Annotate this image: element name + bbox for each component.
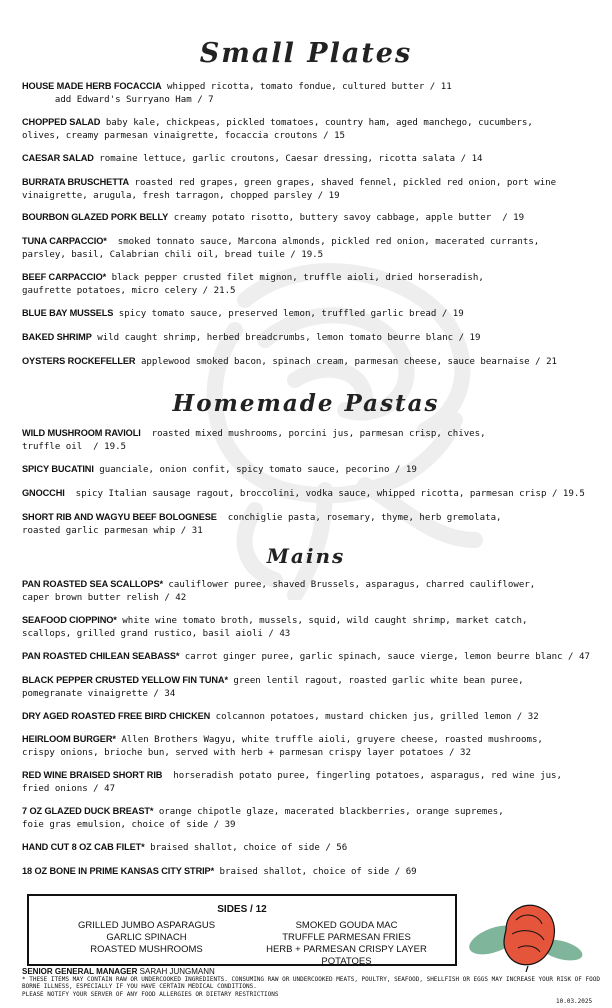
manager-line: [22, 968, 600, 976]
menu-item: [22, 235, 608, 261]
side-item: GARLIC SPINACH: [106, 932, 187, 943]
menu-item: [22, 614, 608, 640]
section-title-small-plates: Small Plates: [199, 38, 413, 69]
disclaimer-line: PLEASE NOTIFY YOUR SERVER OF ANY FOOD ALLERGIES OR DIETARY RESTRICTIONS: [22, 990, 279, 998]
side-item: SMOKED GOUDA MAC: [295, 920, 398, 931]
menu-item: [22, 578, 608, 604]
menu-item: [22, 805, 608, 831]
rose-icon: [466, 900, 586, 972]
menu-item-name: TUNA CARPACCIO*: [22, 236, 107, 246]
section-title-pastas: Homemade Pastas: [172, 390, 440, 417]
menu-item-name: CHOPPED SALAD: [22, 117, 101, 127]
menu-item-description: braised shallot, choice of side / 56: [144, 843, 348, 853]
menu-item: [22, 769, 608, 795]
menu-item-description: cauliflower puree, shaved Brussels, asparagus, charred cauliflower, caper brown butter relish / 42: [22, 580, 536, 603]
side-item: HERB + PARMESAN CRISPY LAYER POTATOES: [266, 944, 427, 967]
menu-item-name: 18 OZ BONE IN PRIME KANSAS CITY STRIP*: [22, 866, 215, 876]
menu-item: [22, 211, 608, 225]
menu-item-description: guanciale, onion confit, spicy tomato sauce, pecorino / 19: [93, 465, 417, 475]
menu-item-description: orange chipotle glaze, macerated blackberries, orange supremes, foie gras emulsion, choice of side / 39: [22, 807, 504, 830]
menu-item-name: BLUE BAY MUSSELS: [22, 308, 114, 318]
menu-item: [22, 427, 608, 453]
menu-item-description: braised shallot, choice of side / 69: [214, 867, 417, 877]
menu-item-name: 7 OZ GLAZED DUCK BREAST*: [22, 806, 154, 816]
menu-item-description: romaine lettuce, garlic croutons, Caesar dressing, ricotta salata / 14: [93, 154, 483, 164]
menu-item-name: DRY AGED ROASTED FREE BIRD CHICKEN: [22, 711, 211, 721]
menu-item: [22, 463, 608, 477]
menu-item: [22, 865, 608, 879]
menu-item-name: PAN ROASTED CHILEAN SEABASS*: [22, 651, 180, 661]
menu-item-description: green lentil ragout, roasted garlic white bean puree, pomegranate vinaigrette / 34: [22, 676, 524, 699]
side-item: GRILLED JUMBO ASPARAGUS: [77, 920, 216, 931]
menu-item-description: spicy Italian sausage ragout, broccolini, vodka sauce, whipped ricotta, parmesan crisp / 19.5: [64, 489, 585, 499]
menu-item: [22, 355, 608, 369]
menu-item: [22, 650, 608, 664]
menu-item-description: wild caught shrimp, herbed breadcrumbs, lemon tomato beurre blanc / 19: [91, 333, 481, 343]
menu-item: [22, 733, 608, 759]
side-item: ROASTED MUSHROOMS: [90, 944, 203, 955]
menu-item: [22, 116, 608, 142]
menu-item-name: BAKED SHRIMP: [22, 332, 92, 342]
sides-list-left: [59, 920, 234, 956]
menu-item: [22, 152, 608, 166]
menu-item: [22, 841, 608, 855]
menu-item-name: OYSTERS ROCKEFELLER: [22, 356, 136, 366]
menu-item: [22, 674, 608, 700]
menu-item-name: SPICY BUCATINI: [22, 464, 94, 474]
menu-item: [22, 307, 608, 321]
menu-item-description: spicy tomato sauce, preserved lemon, truffled garlic bread / 19: [113, 309, 464, 319]
menu-item-name: PAN ROASTED SEA SCALLOPS*: [22, 579, 163, 589]
menu-item-description: colcannon potatoes, mustard chicken jus, grilled lemon / 32: [210, 712, 539, 722]
menu-item-name: WILD MUSHROOM RAVIOLI: [22, 428, 141, 438]
menu-item-description: roasted mixed mushrooms, porcini jus, parmesan crisp, chives, truffle oil / 19.5: [22, 429, 486, 452]
menu-item-description: applewood smoked bacon, spinach cream, parmesan cheese, sauce bearnaise / 21: [135, 357, 558, 367]
menu-item-name: HEIRLOOM BURGER*: [22, 734, 116, 744]
menu-date: 10.03.2025: [556, 998, 593, 1005]
menu-item: [22, 271, 608, 297]
menu-item-name: GNOCCHI: [22, 488, 65, 498]
menu-item-description: baby kale, chickpeas, pickled tomatoes, country ham, aged manchego, cucumbers, olives, creamy parmesan vinaigrette, focaccia croutons / 15: [22, 118, 533, 141]
menu-item-name: SEAFOOD CIOPPINO*: [22, 615, 117, 625]
menu-item-description: roasted red grapes, green grapes, shaved fennel, pickled red onion, port wine vinaigrette, arugula, fresh tarragon, chopped parsley / 19: [22, 178, 557, 201]
menu-item-name: RED WINE BRAISED SHORT RIB: [22, 770, 163, 780]
menu-item-description: smoked tonnato sauce, Marcona almonds, pickled red onion, macerated currants, parsley, basil, Calabrian chili oil, bread tuile / 19.5: [22, 237, 540, 260]
menu-item-description: whipped ricotta, tomato fondue, cultured butter / 11 add Edward's Surryano Ham / 7: [54, 82, 452, 105]
side-item: TRUFFLE PARMESAN FRIES: [282, 932, 411, 943]
menu-item: [22, 487, 608, 501]
sides-title: SIDES / 12: [217, 904, 267, 915]
disclaimer-line: * THESE ITEMS MAY CONTAIN RAW OR UNDERCOOKED INGREDIENTS. CONSUMING RAW OR UNDERCOOKED MEATS, POULTRY, SEAFOOD, SHELLFISH OR EGGS MAY INCREASE YOUR RISK OF FOOD: [22, 975, 600, 983]
menu-item-description: white wine tomato broth, mussels, squid, wild caught shrimp, market catch, scallops, grilled grand rustico, basil aioli / 43: [22, 616, 528, 639]
menu-item-description: Allen Brothers Wagyu, white truffle aioli, gruyere cheese, roasted mushrooms, crispy onions, brioche bun, served with herb + parmesan crispy layer potatoes / 32: [22, 735, 543, 758]
sides-box: [27, 894, 457, 966]
menu-item-name: HAND CUT 8 OZ CAB FILET*: [22, 842, 145, 852]
sides-list-right: [244, 920, 449, 968]
manager-name: SARAH JUNGMANN: [139, 967, 215, 976]
menu-item: [22, 176, 608, 202]
menu-item-description: conchiglie pasta, rosemary, thyme, herb gremolata, roasted garlic parmesan whip / 31: [22, 513, 502, 536]
menu-item-name: BURRATA BRUSCHETTA: [22, 177, 130, 187]
manager-label: SENIOR GENERAL MANAGER: [22, 967, 138, 976]
menu-item-name: CAESAR SALAD: [22, 153, 94, 163]
menu-item-description: carrot ginger puree, garlic spinach, sauce vierge, lemon beurre blanc / 47: [179, 652, 590, 662]
menu-item-description: horseradish potato puree, fingerling potatoes, asparagus, red wine jus, fried onions / 47: [22, 771, 562, 794]
menu-item-name: HOUSE MADE HERB FOCACCIA: [22, 81, 162, 91]
footer: [22, 968, 600, 998]
menu-item-name: BLACK PEPPER CRUSTED YELLOW FIN TUNA*: [22, 675, 228, 685]
section-title-mains: Mains: [266, 544, 346, 568]
menu-item-name: SHORT RIB AND WAGYU BEEF BOLOGNESE: [22, 512, 217, 522]
menu-item: [22, 710, 608, 724]
menu-item: [22, 511, 608, 537]
menu-item: [22, 80, 608, 106]
menu-item-description: creamy potato risotto, buttery savoy cabbage, apple butter / 19: [168, 213, 525, 223]
menu-item-name: BOURBON GLAZED PORK BELLY: [22, 212, 169, 222]
menu-item-description: black pepper crusted filet mignon, truffle aioli, dried horseradish, gaufrette potatoes, micro celery / 21.5: [22, 273, 484, 296]
menu-item: [22, 331, 608, 345]
menu-item-name: BEEF CARPACCIO*: [22, 272, 107, 282]
disclaimer-line: BORNE ILLNESS, ESPECIALLY IF YOU HAVE CERTAIN MEDICAL CONDITIONS.: [22, 983, 257, 990]
